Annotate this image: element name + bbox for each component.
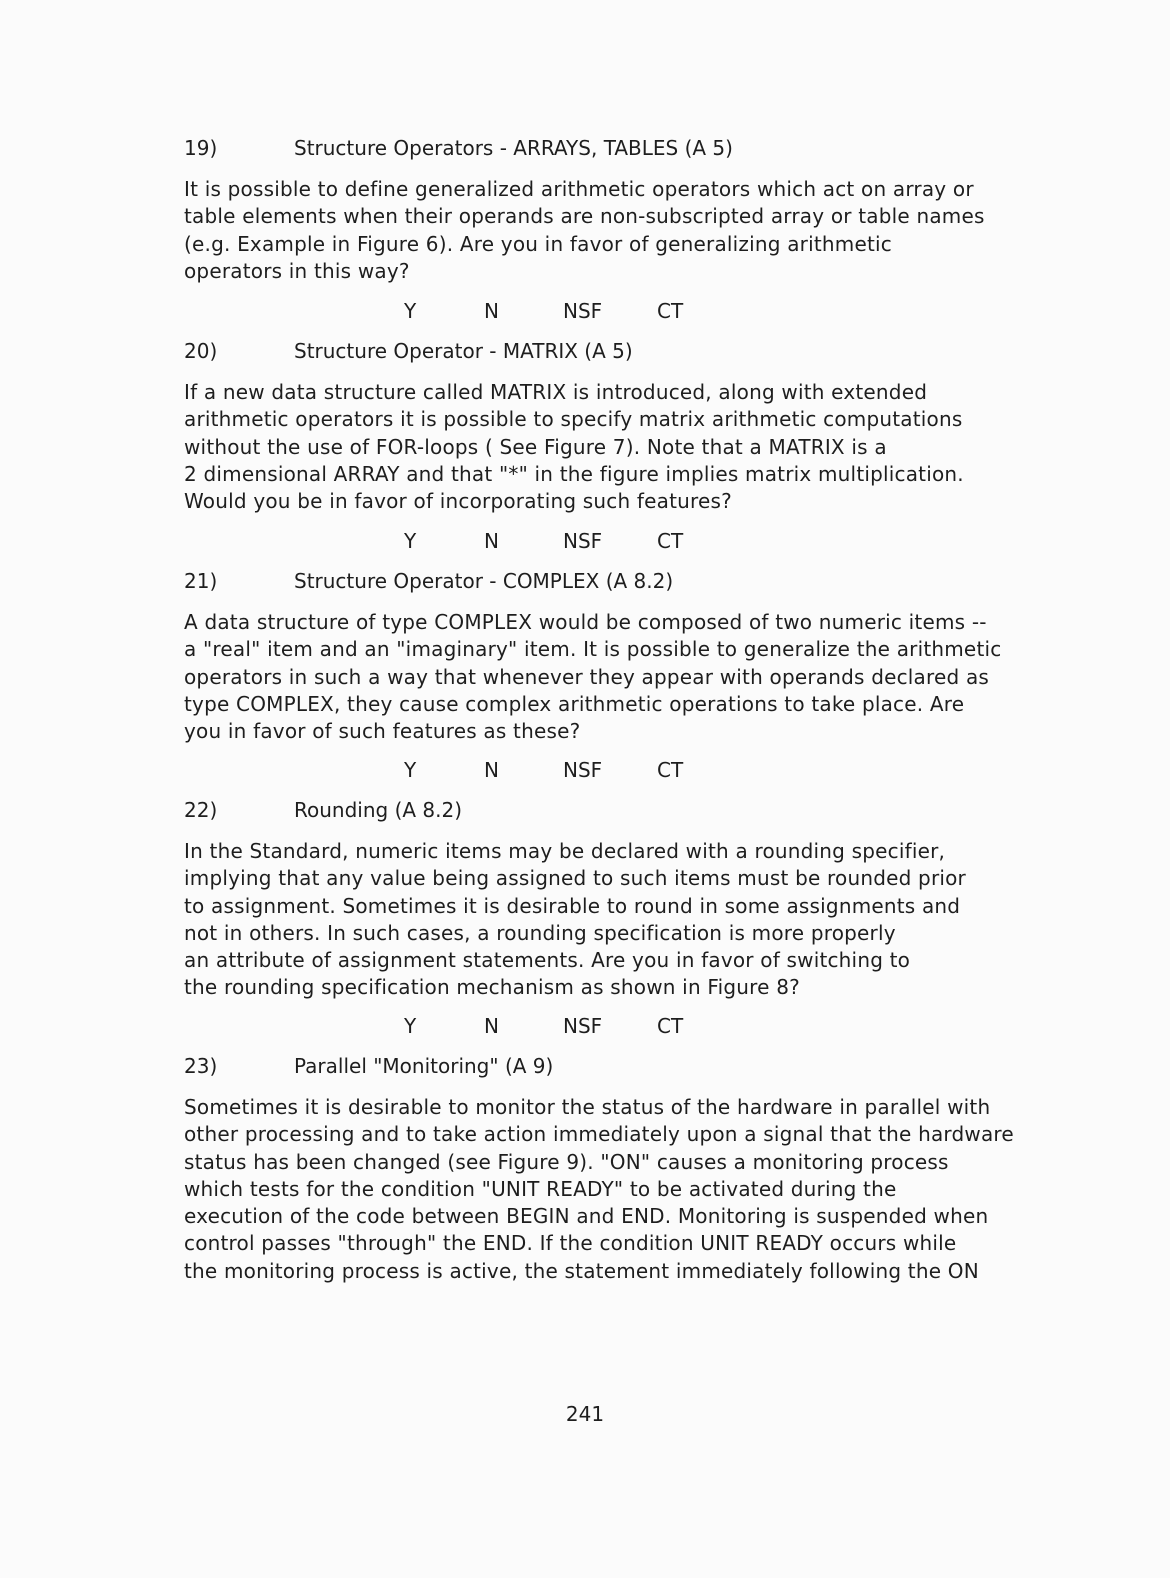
text-line: type COMPLEX, they cause complex arithmetic operations to take place. Are [184,691,965,716]
text-line: In the Standard, numeric items may be declared with a rounding specifier, [184,839,946,863]
text-line: operators in such a way that whenever they appear with operands declared as [184,664,990,689]
text-line: not in others. In such cases, a rounding specification is more properly [184,920,896,945]
text-line: If a new data structure called MATRIX is introduced, along with extended [184,380,928,404]
text-line: implying that any value being assigned to such items must be rounded prior [184,866,966,891]
text-line: the monitoring process is active, the statement immediately following the ON [184,1258,979,1283]
answer-n: N [484,758,499,782]
question-23-heading [184,1054,553,1078]
answer-nsf: NSF [563,758,603,782]
answer-ct: CT [657,299,684,323]
question-20-text [184,379,1044,515]
question-21-text [184,609,1044,745]
text-line: A data structure of type COMPLEX would be composed of two numeric items -- [184,610,987,634]
text-line: status has been changed (see Figure 9). "ON" causes a monitoring process [184,1149,949,1174]
text-line: (e.g. Example in Figure 6). Are you in favor of generalizing arithmetic [184,231,892,256]
text-line: which tests for the condition "UNIT READY" to be activated during the [184,1176,897,1201]
text-line: an attribute of assignment statements. Are you in favor of switching to [184,948,911,973]
answer-n: N [484,1014,499,1038]
question-title: Structure Operators - ARRAYS, TABLES (A 5) [294,136,733,160]
text-line: a "real" item and an "imaginary" item. It is possible to generalize the arithmetic [184,637,1002,662]
question-23-text [184,1094,1044,1285]
text-line: 2 dimensional ARRAY and that "*" in the figure implies matrix multiplication. [184,461,964,486]
question-19-text [184,176,1044,285]
text-line: you in favor of such features as these? [184,719,581,744]
question-21-heading [184,569,673,593]
question-22-heading [184,798,462,822]
answer-nsf: NSF [563,299,603,323]
question-title: Parallel "Monitoring" (A 9) [294,1054,554,1078]
text-line: table elements when their operands are non-subscripted array or table names [184,204,985,229]
text-line: without the use of FOR-loops ( See Figure 7). Note that a MATRIX is a [184,434,887,459]
answer-y: Y [404,758,417,782]
text-line: Would you be in favor of incorporating such features? [184,489,732,514]
question-19-heading [184,136,733,160]
text-line: It is possible to define generalized arithmetic operators which act on array or [184,177,974,201]
question-number: 20) [184,339,218,363]
text-line: to assignment. Sometimes it is desirable to round in some assignments and [184,893,961,918]
question-title: Rounding (A 8.2) [294,798,463,822]
answer-n: N [484,299,499,323]
text-line: execution of the code between BEGIN and END. Monitoring is suspended when [184,1204,989,1229]
answer-n: N [484,529,499,553]
answer-ct: CT [657,529,684,553]
text-line: arithmetic operators it is possible to specify matrix arithmetic computations [184,407,963,432]
question-number: 21) [184,569,218,593]
question-number: 23) [184,1054,218,1078]
text-line: Sometimes it is desirable to monitor the status of the hardware in parallel with [184,1095,991,1119]
text-line: the rounding specification mechanism as shown in Figure 8? [184,975,800,1000]
text-line: operators in this way? [184,258,410,283]
question-22-text [184,838,1044,1002]
question-number: 19) [184,136,218,160]
answer-nsf: NSF [563,529,603,553]
question-20-heading [184,339,633,363]
question-number: 22) [184,798,218,822]
page-number: 241 [565,1402,605,1426]
answer-y: Y [404,529,417,553]
answer-nsf: NSF [563,1014,603,1038]
answer-y: Y [404,1014,417,1038]
answer-y: Y [404,299,417,323]
answer-ct: CT [657,758,684,782]
answer-ct: CT [657,1014,684,1038]
text-line: control passes "through" the END. If the condition UNIT READY occurs while [184,1231,957,1256]
question-title: Structure Operator - COMPLEX (A 8.2) [294,569,674,593]
text-line: other processing and to take action immediately upon a signal that the hardware [184,1122,1014,1147]
question-title: Structure Operator - MATRIX (A 5) [294,339,633,363]
